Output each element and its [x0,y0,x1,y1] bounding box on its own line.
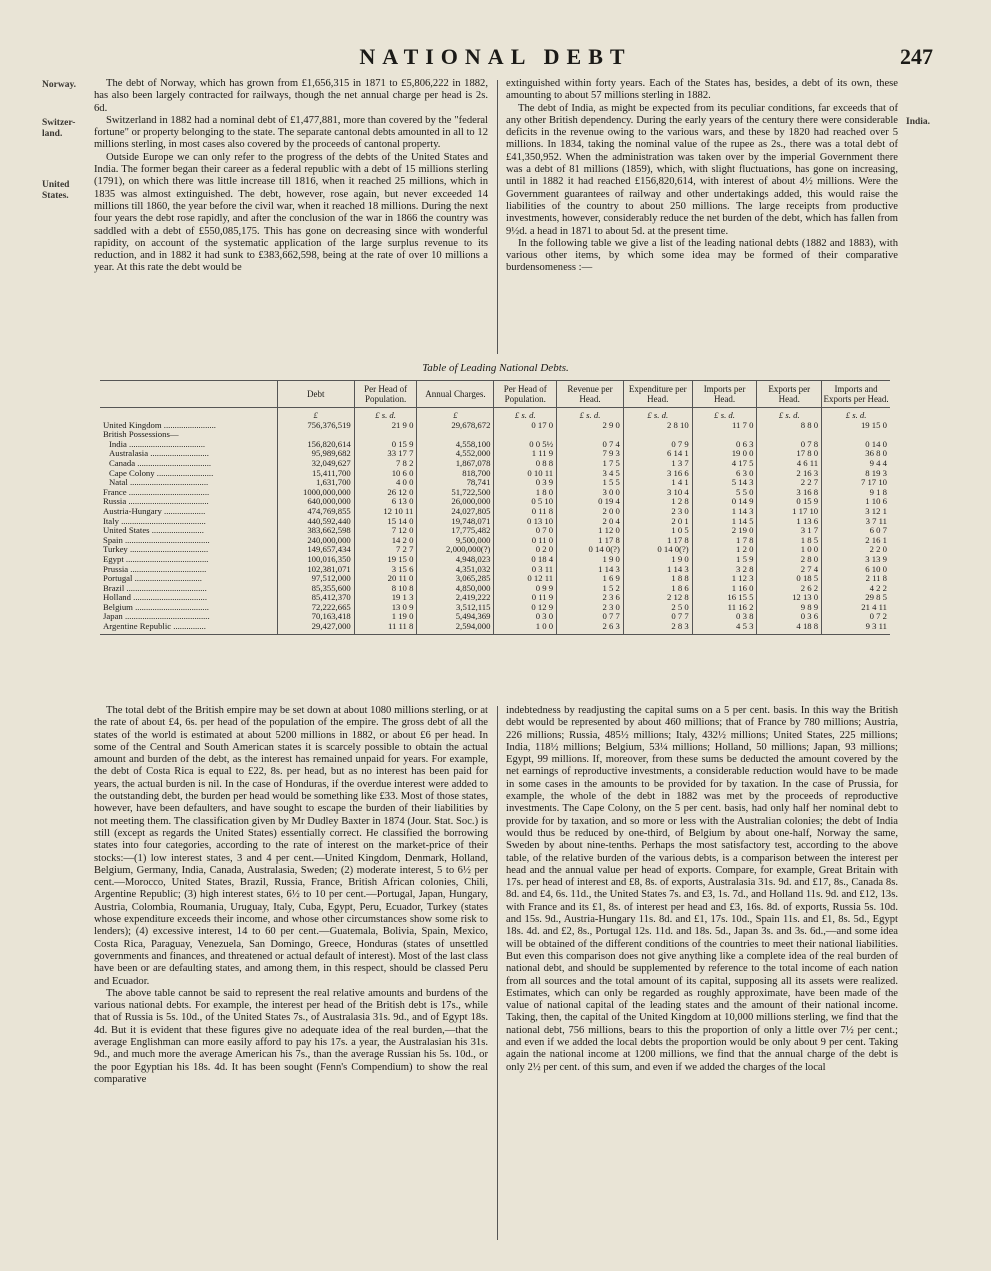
table-cell: 14 2 0 [354,536,417,546]
table-cell: 4 6 11 [757,459,822,469]
table-unit-cell: £ s. d. [494,408,557,421]
table-cell: 0 7 9 [623,440,692,450]
table-cell: 2,419,222 [417,593,494,603]
table-cell: 29,678,672 [417,421,494,431]
table-cell: 4,850,000 [417,584,494,594]
table-cell: 1000,000,000 [277,488,354,498]
table-cell: 11 11 8 [354,622,417,634]
table-cell: 19 0 0 [692,449,757,459]
table-cell: 1 9 0 [557,555,624,565]
table-row [100,593,890,603]
table-unit-cell [100,408,277,421]
table-cell: 1 2 0 [692,545,757,555]
table-caption: Table of Leading National Debts. [422,362,569,374]
table-cell: 95,989,682 [277,449,354,459]
table-cell: 0 7 7 [557,612,624,622]
table-cell: 0 7 2 [822,612,890,622]
paragraph-table-intro: In the following table we give a list of the leading national debts (1882 and 1883), with various other items, by which some idea may be formed of their comparative burdensomeness :— [506,237,898,274]
table-cell: 51,722,500 [417,488,494,498]
table-cell: 21 4 11 [822,603,890,613]
table-cell: 6 10 0 [822,565,890,575]
table-cell: 1 5 2 [557,584,624,594]
table-row-label: Australasia ........................... [109,448,209,459]
table-cell: 0 14 0 [822,440,890,450]
paragraph-switzerland: Switzerland in 1882 had a nominal debt of £1,477,881, more than covered by the "federal fortune" or property belonging to the state. The separate cantonal debts amounted in all to 12 millions sterling, in most cases also covered by the proceeds of cantonal property. [94,114,488,151]
table-cell: 21 9 0 [354,421,417,431]
table-cell: 2 11 8 [822,574,890,584]
table-cell: 6 3 0 [692,469,757,479]
table-row-label: Portugal ............................... [103,573,202,584]
table-cell: 1 14 3 [557,565,624,575]
table-row [100,478,890,488]
table-cell: 17 8 0 [757,449,822,459]
table-row [100,449,890,459]
table-cell: 0 11 8 [494,507,557,517]
table-cell: 85,355,600 [277,584,354,594]
table-cell: 5 5 0 [692,488,757,498]
page-header [0,44,991,74]
table-row-label: Italy ....................................... [103,515,206,526]
table-row-label: Egypt ...................................... [103,553,209,564]
top-left-column [94,78,488,275]
table-cell: 0 12 9 [494,603,557,613]
table-cell: 0 17 0 [494,421,557,431]
table-cell: 5,494,369 [417,612,494,622]
table-cell: 100,016,350 [277,555,354,565]
table-cell: 29 8 5 [822,593,890,603]
table-cell: 11 7 0 [692,421,757,431]
table-cell: 0 3 6 [757,612,822,622]
table-cell: 2 6 3 [557,622,624,634]
table-cell: 7 2 7 [354,545,417,555]
table-cell: 4,351,032 [417,565,494,575]
table-cell: 2,594,000 [417,622,494,634]
table-cell: 0 3 9 [494,478,557,488]
table-cell: 2 3 6 [557,593,624,603]
table-cell: 4 0 0 [354,478,417,488]
table-cell: 10 6 0 [354,469,417,479]
table-cell: 3,512,115 [417,603,494,613]
table-cell: 2 8 0 [757,555,822,565]
table-row [100,565,890,575]
table-cell: 2 7 4 [757,565,822,575]
table-cell: 1 8 6 [623,584,692,594]
paragraph-united-states: Outside Europe we can only refer to the progress of the debts of the United States and India. The former began their career as a federal republic with a debt of 15 millions sterling (1791), on which there was little increase till 1816, when it reached 25 millions, which in 1835 was almost extinguished. The debt, however, rose again, but never exceeded 14 millions till 1860, the year before the civil war, when it reached 18 millions. During the next four years the debt rose rapidly, and after the conclusion of the war in 1866 the country was saddled with a debt of £550,085,175. This has gone on decreasing since with wonderful rapidity, on account of the systematic application of the large surplus revenue to its reduction, and in 1882 it had sunk to £383,662,598, being at the rate of over 10 millions a year. At this rate the debt would be [94,151,488,274]
table-row-label: United States ........................ [103,525,204,536]
table-cell: 9 8 9 [757,603,822,613]
table-cell: 2,000,000(?) [417,545,494,555]
table-cell: 1,867,078 [417,459,494,469]
table-row-label: Turkey .................................... [103,544,209,555]
table-cell: 0 14 0(?) [557,545,624,555]
table-row [100,430,890,440]
table-cell: 9 1 8 [822,488,890,498]
table-cell: 1,631,700 [277,478,354,488]
column-divider-top [497,80,498,354]
table-row [100,612,890,622]
table-cell: 2 19 0 [692,526,757,536]
page-number: 247 [900,44,933,69]
table-cell: 2 8 3 [623,622,692,634]
table-header-debt: Debt [277,381,354,408]
table-row-label: Canada .................................. [109,457,212,468]
table-header-expenditure: Expenditure per Head. [623,381,692,408]
table-row-label: Brazil ..................................... [103,582,207,593]
table-cell: 2 9 0 [557,421,624,431]
table-row-label: Belgium .................................. [103,601,209,612]
table-cell: 1 17 10 [757,507,822,517]
table-cell: 0 3 8 [692,612,757,622]
table-row [100,526,890,536]
table-cell: 15,411,700 [277,469,354,479]
bottom-left-column [94,705,488,1086]
table-cell: 7 17 10 [822,478,890,488]
column-divider-bottom [497,706,498,1240]
table-cell: 0 3 0 [494,612,557,622]
table-cell: 0 14 0(?) [623,545,692,555]
table-cell: 1 8 5 [757,536,822,546]
table-row [100,507,890,517]
table-cell: 12 13 0 [757,593,822,603]
table-cell: 3 7 11 [822,517,890,527]
paragraph-british-empire: The total debt of the British empire may be set down at about 1080 millions sterling, or at the rate of about £4, 6s. per head of the population of the empire. The gross debt of all the states of the world is estimated at about 5200 millions in 1882, or about £6 per head. In some of the Central and South American states it is scarcely possible to obtain the actual amount and burden of the debt, as the interest has remained unpaid for years. For example, the debt of Costa Rica is equal to £22, 8s. per head, but as no interest has been paid for years, the actual burden is nil. In the case of Honduras, if the overdue interest were added to the outstanding debt, the burden per head would be something like £33. Most of those states, however, have been defaulters, and have sought to escape the burden of their liabilities by not meeting them. The classification given by Mr Dudley Baxter in 1874 (Jour. Stat. Soc.) is still (except as regards the United States) essentially correct. He classified the borrowing states into four categories, according to the rate of interest on the market-price of their stocks:—(1) low interest states, 3 and 4 per cent.—United Kingdom, Denmark, Holland, Belgium, Germany, India, Canada, Australasia, Sweden; (2) moderate interest, 5 to 6½ per cent.—Morocco, United States, Brazil, Russia, France, British African colonies, Chili, Argentine Republic; (3) high interest states, 6½ to 10 per cent.—Portugal, Japan, Hungary, Austria, Colombia, Roumania, Uruguay, Italy, Cuba, Egypt, Peru, Ecuador, Turkey (states whose expenditure exceeds their income, and whose other circumstances show some risk to lenders); (4) excessive interest, 14 to 60 per cent.—Guatemala, Bolivia, Spain, Mexico, Costa Rica, Paraguay, Venezuela, San Domingo, Greece, Honduras (states of unsettled governments and finances, and threatened or actual default of interest). Most of the last class have been or are defaulting states, and among them, in this respect, should be classed Peru and Ecuador. [94,705,488,987]
table-cell: 2 3 0 [623,507,692,517]
table-unit-cell: £ s. d. [757,408,822,421]
table-cell: 1 8 0 [494,488,557,498]
table-cell: 5 14 3 [692,478,757,488]
table-cell: 0 18 4 [494,555,557,565]
table-row [100,536,890,546]
table-row [100,555,890,565]
table-cell: 156,820,614 [277,440,354,450]
table-cell: 0 7 4 [557,440,624,450]
table-cell: 19 15 0 [822,421,890,431]
table-cell: 1 16 0 [692,584,757,594]
margin-note-norway: Norway. [42,80,77,90]
table-cell: 2 6 2 [757,584,822,594]
table-cell: 20 11 0 [354,574,417,584]
table-row-label: Prussia ................................... [103,563,207,574]
table-cell: 11 16 2 [692,603,757,613]
table-cell: 4,558,100 [417,440,494,450]
table-cell: 3 1 7 [757,526,822,536]
table-cell: 3,065,285 [417,574,494,584]
table-cell: 1 14 3 [623,565,692,575]
table-cell: 0 8 8 [494,459,557,469]
table-cell: 85,412,370 [277,593,354,603]
table-row [100,440,890,450]
table-cell: 640,000,000 [277,497,354,507]
table-cell: 19,748,071 [417,517,494,527]
table-cell: 3 13 9 [822,555,890,565]
table-cell: 7 8 2 [354,459,417,469]
table-cell: 1 17 8 [557,536,624,546]
table-cell: 16 15 5 [692,593,757,603]
table-cell: 7 12 0 [354,526,417,536]
table-cell: 1 2 8 [623,497,692,507]
table-cell: 0 6 3 [692,440,757,450]
table-row-label: Cape Colony .......................... [109,467,214,478]
table-cell: 0 3 11 [494,565,557,575]
table-row [100,488,890,498]
table-row-label: Spain ....................................... [103,534,210,545]
table-header-exports: Exports per Head. [757,381,822,408]
table-cell: 1 8 8 [623,574,692,584]
table-cell: 29,427,000 [277,622,354,634]
table-row-label: Natal .................................... [109,477,209,488]
table-cell: 0 11 9 [494,593,557,603]
table-cell: 149,657,434 [277,545,354,555]
table-cell: 1 12 3 [692,574,757,584]
table-cell: 13 0 9 [354,603,417,613]
table-cell: 0 14 9 [692,497,757,507]
table-cell: 2 12 8 [623,593,692,603]
table-cell: 3 4 5 [557,469,624,479]
table-cell: 2 0 4 [557,517,624,527]
table-row [100,574,890,584]
table-unit-cell: £ s. d. [623,408,692,421]
table-cell: 1 7 8 [692,536,757,546]
table-cell: 6 13 0 [354,497,417,507]
table-cell: 1 13 6 [757,517,822,527]
table-cell: 1 10 6 [822,497,890,507]
table-row-label: United Kingdom ........................ [103,419,216,430]
table-unit-cell: £ [417,408,494,421]
table-cell: 240,000,000 [277,536,354,546]
table-header-row [100,381,890,408]
table-cell: 3 15 6 [354,565,417,575]
table-cell: 1 19 0 [354,612,417,622]
table-row-label: Argentine Republic ............... [100,622,277,634]
table-cell: 1 5 5 [557,478,624,488]
table-cell: 0 10 11 [494,469,557,479]
table-cell: 2 3 0 [557,603,624,613]
table-header-country [100,381,277,408]
table-cell: 1 3 7 [623,459,692,469]
table-cell: 0 12 11 [494,574,557,584]
table-cell: 1 12 0 [557,526,624,536]
table-unit-cell: £ s. d. [354,408,417,421]
table-cell: 36 8 0 [822,449,890,459]
table-cell: 72,222,665 [277,603,354,613]
table-row-label: British Possessions— [103,429,179,440]
table-cell: 0 7 0 [494,526,557,536]
table-cell: 1 14 3 [692,507,757,517]
table-cell: 818,700 [417,469,494,479]
table-row-label: India ................................... [109,438,206,449]
table-cell: 3 10 4 [623,488,692,498]
table-cell: 12 10 11 [354,507,417,517]
table-row [100,517,890,527]
table-header-debt-per-head: Per Head of Population. [354,381,417,408]
table-cell: 0 7 7 [623,612,692,622]
table-cell: 1 4 1 [623,478,692,488]
table-cell: 383,662,598 [277,526,354,536]
table-cell: 0 11 0 [494,536,557,546]
table-cell: 1 14 5 [692,517,757,527]
table-cell: 7 9 3 [557,449,624,459]
table-cell: 6 0 7 [822,526,890,536]
table-cell: 2 0 1 [623,517,692,527]
table-cell: 0 13 10 [494,517,557,527]
bottom-right-column [506,705,898,1074]
margin-note-switzerland: Switzer-land. [42,118,76,139]
page-title: NATIONAL DEBT [359,44,632,69]
table-row-label: Russia ..................................... [103,496,209,507]
table-cell: 1 0 0 [757,545,822,555]
paragraph-indebtedness: indebtedness by readjusting the capital sums on a 5 per cent. basis. In this way the British debt would be represented by about 460 millions; that of France by 780 millions; Austria, 226 millions; Russia, 485½ millions; Italy, 432½ millions; United States, 225 millions; India, 118½ millions; Belgium, 53¼ millions; Holland, 50 millions; Japan, 93 millions; Egypt, 99 millions. If, moreover, from these sums be deducted the amount covered by the net earnings of reproductive investments, a considerable reduction would have to be made in some cases in the amounts to be provided for by taxation. In the case of Prussia, for example, the whole of the debt in 1882 was met by the proceeds of reproductive investments. The Cape Colony, on the 5 per cent. basis, had only half her nominal debt to provide for by taxation, and so more or less with the Australian colonies; the debt of India would thus be reduced by one-third, of Belgium by about one-half, Norway the same, Sweden by about nine-tenths. Perhaps the most satisfactory test, according to the above table, of the relative burden of the various debts, is a comparison between the interest per head and the annual value per head of exports. Compare, for example, Great Britain with 17s. per head of interest and £8, 8s. of exports, Australasia 31s. 9d. and £17, 8s., Canada 8s. 8d. and £4, 6s. 11d., the United States 7s. and £3, 1s. 7d., and Holland 11s. 9d. and £12, 13s. with France and its £1, 8s. of interest per head and £3, 16s. 8d. of exports, Russia 5s. 10d. and 15s. 9d., Austria-Hungary 11s. 8d. and £1, 17s. 10d., Spain 11s. and £1, 8s. 5d., Egypt 18s. 4d. and £2, 8s., Portugal 12s. 11d. and 18s. 5d., Japan 3s. and 3s. 6d.,—and some idea will be obtained of the different conditions of the countries to meet their national liabilities. But even this comparison does not give anything like a complete idea of the real burden of national debt, and should be supplemented by reference to the total income of each nation from all sources and the total amount of its capital, supposing all its assets were realized. Estimates, which can only be regarded as roughly approximate, have been made of the value of national capital of the leading states and the amount of their national income. Taking, then, the capital of the United Kingdom at 10,000 millions sterling, we find that the national debt, 756 millions, bears to this the proportion of only a little over 7½ per cent.; and even if we added the local debts the proportion would be only about 9 per cent. Taking again the national income at 1200 millions, we find that the annual charge of the debt is only 2½ per cent. of this sum, and even if we added the charges of the local [506,705,898,1073]
table-row [100,545,890,555]
national-debts-table [100,380,890,635]
table-cell: 2 16 3 [757,469,822,479]
table-cell: 0 7 8 [757,440,822,450]
table-row [100,603,890,613]
table-cell: 0 18 5 [757,574,822,584]
table-cell: 1 9 0 [623,555,692,565]
table-cell: 0 0 5½ [494,440,557,450]
table-header-revenue: Revenue per Head. [557,381,624,408]
table-header-imports: Imports per Head. [692,381,757,408]
paragraph-norway: The debt of Norway, which has grown from £1,656,315 in 1871 to £5,806,222 in 1882, has also been largely contracted for railways, though the net annual charge per head is 2s. 6d. [94,78,488,114]
table-header-charges-per-head: Per Head of Population. [494,381,557,408]
table-cell: 15 14 0 [354,517,417,527]
table-cell: 26 12 0 [354,488,417,498]
margin-note-india: India. [906,117,931,127]
table-cell: 0 2 0 [494,545,557,555]
paragraph-us-continued: extinguished within forty years. Each of the States has, besides, a debt of its own, these amounting to about 57 millions sterling in 1882. [506,78,898,102]
table-cell: 8 8 0 [757,421,822,431]
table-row [100,469,890,479]
table-unit-cell: £ s. d. [822,408,890,421]
table-units-row [100,408,890,421]
table-cell: 6 14 1 [623,449,692,459]
table-cell: 1 6 9 [557,574,624,584]
table-cell: 26,000,000 [417,497,494,507]
table-cell: 0 15 9 [757,497,822,507]
table-cell: 1 5 9 [692,555,757,565]
table-cell: 1 11 9 [494,449,557,459]
table-cell: 9,500,000 [417,536,494,546]
table-row [100,584,890,594]
table-row [100,459,890,469]
table-unit-cell: £ [277,408,354,421]
table-cell: 4,552,000 [417,449,494,459]
table-cell: 756,376,519 [277,421,354,431]
table-cell: 2 5 0 [623,603,692,613]
top-right-column [506,78,898,275]
table-cell: 33 17 7 [354,449,417,459]
table-cell: 8 10 8 [354,584,417,594]
table-cell: 4 17 5 [692,459,757,469]
table-cell: 24,027,805 [417,507,494,517]
table-cell: 3 16 8 [757,488,822,498]
table-cell: 2 0 0 [557,507,624,517]
table-cell: 1 7 5 [557,459,624,469]
table-header-annual-charges: Annual Charges. [417,381,494,408]
table-cell: 2 16 1 [822,536,890,546]
table-cell: 440,592,440 [277,517,354,527]
paragraph-india: The debt of India, as might be expected from its peculiar conditions, far exceeds that of any other British dependency. During the early years of the century there were considerable deficits in the revenue owing to the various wars, and these by 1820 had reached over 5 millions. In 1834, taking the nominal value of the rupee as 2s., there was a total debt of £41,350,952. When the administration was taken over by the imperial Government there was a debt of 81 millions (1859), which, with slight fluctuations, has gone on increasing, until in 1882 it had reached £156,820,614, with interest of about 4½ millions. Were the Government guarantees of railway and other undertakings added, this would raise the liabilities of the country to about 250 millions. The large receipts from productive investments, however, considerably reduce the net burden of the debt, which has fallen from 9½d. a head in 1871 to about 5d. at the present time. [506,102,898,237]
table-cell: 9 3 11 [822,622,890,634]
table-cell: 0 5 10 [494,497,557,507]
table-cell: 474,769,855 [277,507,354,517]
table-cell: 1 0 0 [494,622,557,634]
table-cell: 32,049,627 [277,459,354,469]
table-row [100,622,890,634]
table-cell: 4,948,023 [417,555,494,565]
table-cell: 2 2 7 [757,478,822,488]
table-cell: 0 9 9 [494,584,557,594]
table-cell: 2 8 10 [623,421,692,431]
table-cell: 9 4 4 [822,459,890,469]
table-cell: 8 19 3 [822,469,890,479]
table-row [100,421,890,431]
table-cell: 97,512,000 [277,574,354,584]
table-cell: 0 19 4 [557,497,624,507]
table-cell: 1 0 5 [623,526,692,536]
table-cell: 4 2 2 [822,584,890,594]
table-row [100,497,890,507]
table-cell: 2 2 0 [822,545,890,555]
table-cell: 19 15 0 [354,555,417,565]
table-cell: 0 15 9 [354,440,417,450]
margin-note-united-states: United States. [42,180,70,201]
table-cell: 4 5 3 [692,622,757,634]
table-cell: 17,775,482 [417,526,494,536]
table-cell: 70,163,418 [277,612,354,622]
table-cell: 4 18 8 [757,622,822,634]
table-cell: 3 12 1 [822,507,890,517]
table-row-label: Japan ....................................... [103,611,210,622]
table-cell: 1 17 8 [623,536,692,546]
table-cell: 78,741 [417,478,494,488]
table-cell: 3 2 8 [692,565,757,575]
table-row-label: Austria-Hungary ................... [103,505,206,516]
table-unit-cell: £ s. d. [692,408,757,421]
table-row-label: France ..................................... [103,486,210,497]
table-cell: 102,381,071 [277,565,354,575]
table-cell: 3 16 6 [623,469,692,479]
table-row-label: Holland .................................. [103,592,208,603]
paragraph-relative-burden: The above table cannot be said to represent the real relative amounts and burdens of the various national debts. For example, the interest per head of the British debt is 17s., while that of Russia is 5s. 10d., of the United States 7s., of Australasia 31s. 9d., and of Egypt 18s. 4d. But it is evident that these figures give no adequate idea of the real burden,—that the average Englishman can more easily afford to pay his 17s. a year, the Australasian his 31s. 9d., and much more the average American his 7s., than the average Russian his 5s. 10d., or the poor Egyptian his 18s. 4d. It has been sought (Fenn's Compendium) to show the real comparative [94,987,488,1085]
table-header-imports-exports: Imports and Exports per Head. [822,381,890,408]
table-cell: 19 1 3 [354,593,417,603]
table-cell: 3 0 0 [557,488,624,498]
table-unit-cell: £ s. d. [557,408,624,421]
